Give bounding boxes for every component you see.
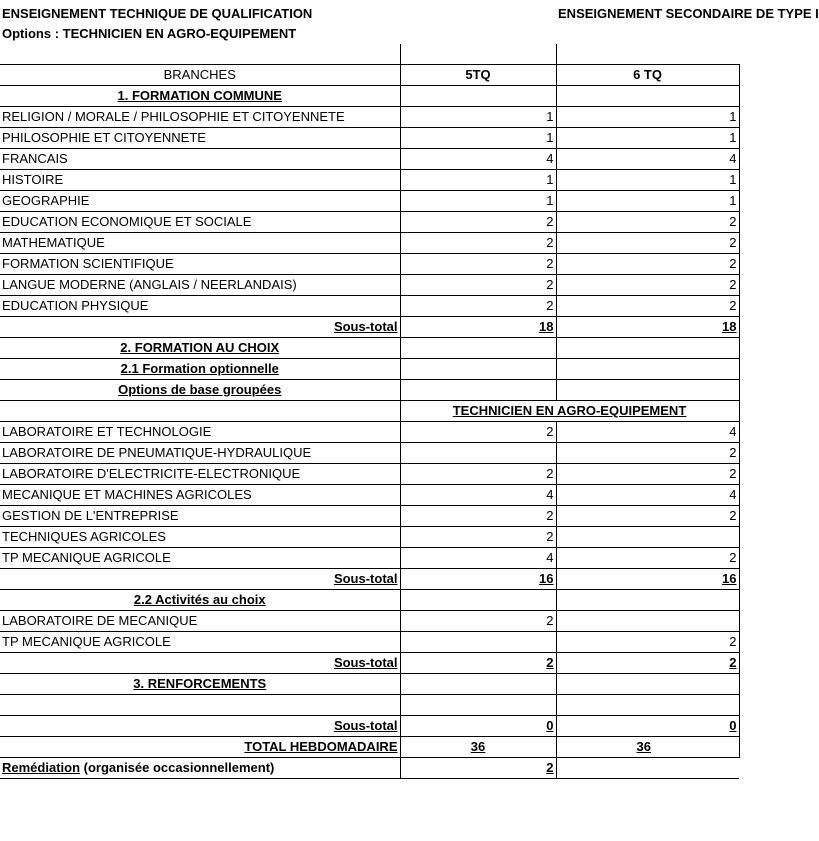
hours-6tq: 2 bbox=[556, 632, 739, 653]
table-row bbox=[0, 149, 739, 170]
options-row bbox=[0, 24, 739, 44]
formation-optionnelle-title: 2.1 Formation optionnelle bbox=[0, 359, 400, 380]
subtotal-label: Sous-total bbox=[0, 569, 400, 590]
options-groupees-title: Options de base groupées bbox=[0, 380, 400, 401]
table-row bbox=[0, 191, 739, 212]
hours-5tq: 4 bbox=[400, 485, 556, 506]
hours-5tq: 4 bbox=[400, 149, 556, 170]
subject-label: TP MECANIQUE AGRICOLE bbox=[0, 548, 400, 569]
subtotal-6tq: 0 bbox=[556, 716, 739, 737]
subject-label: TP MECANIQUE AGRICOLE bbox=[0, 632, 400, 653]
subject-label: GEOGRAPHIE bbox=[0, 191, 400, 212]
formation-commune-title: 1. FORMATION COMMUNE bbox=[0, 86, 400, 107]
total-6tq: 36 bbox=[556, 737, 739, 758]
table-row bbox=[0, 632, 739, 653]
subject-label: FORMATION SCIENTIFIQUE bbox=[0, 254, 400, 275]
subject-label: LABORATOIRE DE MECANIQUE bbox=[0, 611, 400, 632]
subtotal-label: Sous-total bbox=[0, 653, 400, 674]
remediation-cell bbox=[0, 758, 400, 779]
table-row bbox=[0, 275, 739, 296]
hours-6tq: 2 bbox=[556, 443, 739, 464]
subtotal-row bbox=[0, 317, 739, 338]
subtotal-6tq: 16 bbox=[556, 569, 739, 590]
total-row bbox=[0, 737, 739, 758]
subtotal-5tq: 16 bbox=[400, 569, 556, 590]
document-title: ENSEIGNEMENT TECHNIQUE DE QUALIFICATION bbox=[2, 6, 313, 21]
table-row bbox=[0, 128, 739, 149]
subject-label: TECHNIQUES AGRICOLES bbox=[0, 527, 400, 548]
subtotal-5tq: 18 bbox=[400, 317, 556, 338]
subtotal-row bbox=[0, 569, 739, 590]
subject-label: MATHEMATIQUE bbox=[0, 233, 400, 254]
subject-label: FRANCAIS bbox=[0, 149, 400, 170]
remediation-note: (organisée occasionnellement) bbox=[80, 760, 275, 775]
subject-label: LABORATOIRE ET TECHNOLOGIE bbox=[0, 422, 400, 443]
hours-6tq: 1 bbox=[556, 191, 739, 212]
section-title-row bbox=[0, 86, 739, 107]
subject-label: RELIGION / MORALE / PHILOSOPHIE ET CITOYENNETE bbox=[0, 107, 400, 128]
hours-5tq: 2 bbox=[400, 254, 556, 275]
subtotal-6tq: 2 bbox=[556, 653, 739, 674]
hours-5tq: 4 bbox=[400, 548, 556, 569]
section-title-row bbox=[0, 674, 739, 695]
table-row bbox=[0, 212, 739, 233]
header-row bbox=[0, 4, 739, 24]
hours-6tq: 2 bbox=[556, 233, 739, 254]
section-title-row bbox=[0, 590, 739, 611]
hours-5tq: 2 bbox=[400, 611, 556, 632]
table-row bbox=[0, 527, 739, 548]
hours-5tq: 2 bbox=[400, 233, 556, 254]
col-6tq-header: 6 TQ bbox=[556, 65, 739, 86]
hours-5tq: 1 bbox=[400, 170, 556, 191]
hours-5tq bbox=[400, 632, 556, 653]
subject-label: MECANIQUE ET MACHINES AGRICOLES bbox=[0, 485, 400, 506]
table-row bbox=[0, 296, 739, 317]
table-row bbox=[0, 233, 739, 254]
table-row bbox=[0, 422, 739, 443]
column-header-row bbox=[0, 65, 739, 86]
hours-5tq: 2 bbox=[400, 464, 556, 485]
subtotal-6tq: 18 bbox=[556, 317, 739, 338]
hours-5tq: 1 bbox=[400, 191, 556, 212]
hours-5tq: 2 bbox=[400, 212, 556, 233]
hours-6tq bbox=[556, 611, 739, 632]
table-row bbox=[0, 443, 739, 464]
subject-label: LABORATOIRE D'ELECTRICITE-ELECTRONIQUE bbox=[0, 464, 400, 485]
hours-6tq: 4 bbox=[556, 485, 739, 506]
options-label: Options : TECHNICIEN EN AGRO-EQUIPEMENT bbox=[2, 26, 297, 41]
table-row bbox=[0, 548, 739, 569]
hours-5tq: 2 bbox=[400, 275, 556, 296]
table-row bbox=[0, 107, 739, 128]
hours-5tq: 2 bbox=[400, 422, 556, 443]
section-title-row bbox=[0, 380, 739, 401]
blank-row bbox=[0, 44, 739, 65]
branches-header: BRANCHES bbox=[0, 65, 400, 86]
hours-6tq: 4 bbox=[556, 149, 739, 170]
section-title-row bbox=[0, 359, 739, 380]
hours-5tq: 2 bbox=[400, 527, 556, 548]
hours-6tq: 2 bbox=[556, 506, 739, 527]
renforcements-title: 3. RENFORCEMENTS bbox=[0, 674, 400, 695]
hours-6tq: 4 bbox=[556, 422, 739, 443]
activites-rows bbox=[0, 611, 739, 653]
formation-optionnelle-rows bbox=[0, 422, 739, 569]
subject-label: PHILOSOPHIE ET CITOYENNETE bbox=[0, 128, 400, 149]
table-row bbox=[0, 485, 739, 506]
hours-6tq: 1 bbox=[556, 170, 739, 191]
subject-label: EDUCATION PHYSIQUE bbox=[0, 296, 400, 317]
hours-6tq bbox=[556, 527, 739, 548]
hours-6tq: 2 bbox=[556, 464, 739, 485]
section-title-row bbox=[0, 338, 739, 359]
hours-6tq: 1 bbox=[556, 107, 739, 128]
remediation-label: Remédiation bbox=[2, 760, 81, 775]
subtotal-row bbox=[0, 716, 739, 737]
formation-commune-rows bbox=[0, 107, 739, 317]
subject-label: LABORATOIRE DE PNEUMATIQUE-HYDRAULIQUE bbox=[0, 443, 400, 464]
subtotal-label: Sous-total bbox=[0, 317, 400, 338]
remediation-5tq: 2 bbox=[400, 758, 556, 779]
blank-row bbox=[0, 695, 739, 716]
subtotal-5tq: 2 bbox=[400, 653, 556, 674]
option-name: TECHNICIEN EN AGRO-EQUIPEMENT bbox=[400, 401, 739, 422]
col-5tq-header: 5TQ bbox=[400, 65, 556, 86]
table-row bbox=[0, 506, 739, 527]
formation-choix-title: 2. FORMATION AU CHOIX bbox=[0, 338, 400, 359]
subtotal-5tq: 0 bbox=[400, 716, 556, 737]
table-row bbox=[0, 611, 739, 632]
subtotal-label: Sous-total bbox=[0, 716, 400, 737]
hours-6tq: 2 bbox=[556, 548, 739, 569]
subject-label: GESTION DE L'ENTREPRISE bbox=[0, 506, 400, 527]
hours-5tq: 2 bbox=[400, 296, 556, 317]
subtotal-row bbox=[0, 653, 739, 674]
timetable-grid bbox=[0, 4, 819, 779]
option-name-row bbox=[0, 401, 739, 422]
hours-5tq: 2 bbox=[400, 506, 556, 527]
hours-5tq bbox=[400, 443, 556, 464]
remediation-row bbox=[0, 758, 739, 779]
activites-title: 2.2 Activités au choix bbox=[0, 590, 400, 611]
subject-label: LANGUE MODERNE (ANGLAIS / NEERLANDAIS) bbox=[0, 275, 400, 296]
hours-6tq: 2 bbox=[556, 275, 739, 296]
type-label: ENSEIGNEMENT SECONDAIRE DE TYPE I bbox=[558, 6, 819, 21]
subject-label: HISTOIRE bbox=[0, 170, 400, 191]
total-label: TOTAL HEBDOMADAIRE bbox=[0, 737, 400, 758]
table-row bbox=[0, 170, 739, 191]
table-row bbox=[0, 464, 739, 485]
total-5tq: 36 bbox=[400, 737, 556, 758]
hours-6tq: 2 bbox=[556, 212, 739, 233]
subject-label: EDUCATION ECONOMIQUE ET SOCIALE bbox=[0, 212, 400, 233]
hours-6tq: 2 bbox=[556, 254, 739, 275]
hours-5tq: 1 bbox=[400, 107, 556, 128]
hours-5tq: 1 bbox=[400, 128, 556, 149]
table-row bbox=[0, 254, 739, 275]
hours-6tq: 2 bbox=[556, 296, 739, 317]
hours-6tq: 1 bbox=[556, 128, 739, 149]
